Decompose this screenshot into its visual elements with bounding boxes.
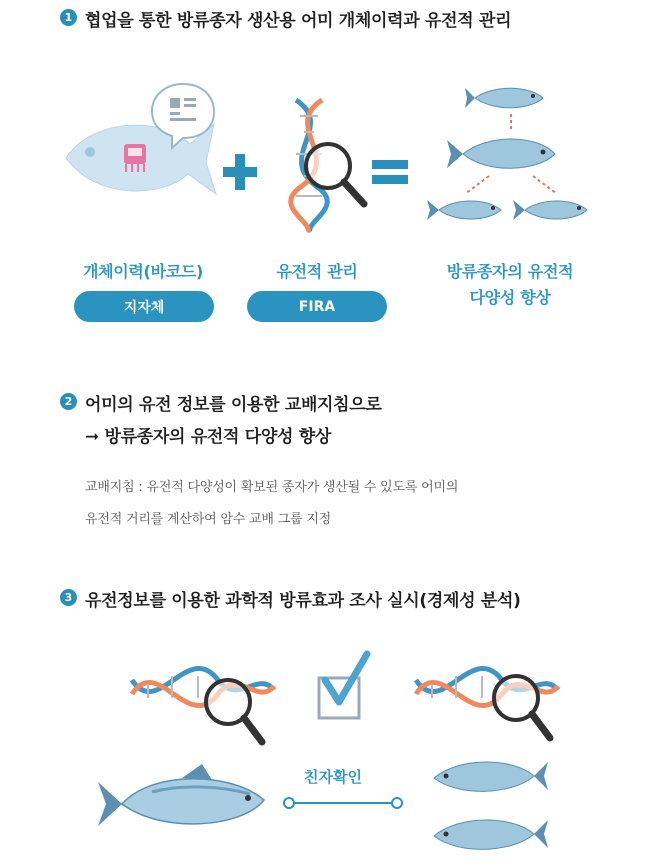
caption-genetic: 유전적 관리 — [276, 262, 358, 281]
broodstock-fish-icon — [92, 762, 272, 842]
section1-title: 협업을 통한 방류종자 생산용 어미 개체이력과 유전적 관리 — [85, 11, 512, 31]
pill-local-government: 지자체 — [74, 291, 214, 322]
plus-icon — [221, 152, 261, 192]
section2-title-line1: 어미의 유전 정보를 이용한 교배지침으로 — [85, 395, 382, 415]
connector-line — [283, 793, 403, 813]
fish-bottom-left-icon — [427, 200, 501, 220]
pill-fira: FIRA — [247, 291, 387, 322]
step-number-3: 3 — [60, 589, 77, 606]
step-number-2: 2 — [60, 393, 77, 410]
fish-middle-icon — [447, 139, 555, 168]
caption-result-line2: 다양성 향상 — [469, 288, 551, 307]
section2-note-line2: 유전적 거리를 계산하여 암수 교배 그룹 지정 — [85, 512, 332, 527]
step-number-1: 1 — [60, 9, 77, 26]
dna-magnifier-left-icon — [128, 650, 278, 760]
section2-title-line2: ➞ 방류종자의 유전적 다양성 향상 — [85, 427, 332, 447]
barcode-speech-bubble-icon — [150, 80, 220, 150]
checkmark-icon — [305, 650, 375, 730]
equals-icon — [372, 158, 412, 188]
paternity-badge: 친자확인 — [304, 768, 362, 786]
fish-family-tree-icon — [425, 80, 605, 230]
section2-note-line1: 교배지침 : 유전적 다양성이 확보된 종자가 생산될 수 있도록 어미의 — [85, 480, 459, 495]
offspring-fish-top-icon — [430, 752, 550, 802]
caption-barcode: 개체이력(바코드) — [82, 262, 204, 281]
caption-result-line1: 방류종자의 유전적 — [446, 262, 574, 281]
fish-top-icon — [465, 88, 543, 108]
dna-magnifier-right-icon — [412, 650, 562, 760]
dna-magnifier-icon — [266, 96, 376, 236]
fish-bottom-right-icon — [513, 200, 587, 220]
section3-title: 유전정보를 이용한 과학적 방류효과 조사 실시(경제성 분석) — [85, 591, 521, 611]
offspring-fish-bottom-icon — [430, 810, 550, 860]
